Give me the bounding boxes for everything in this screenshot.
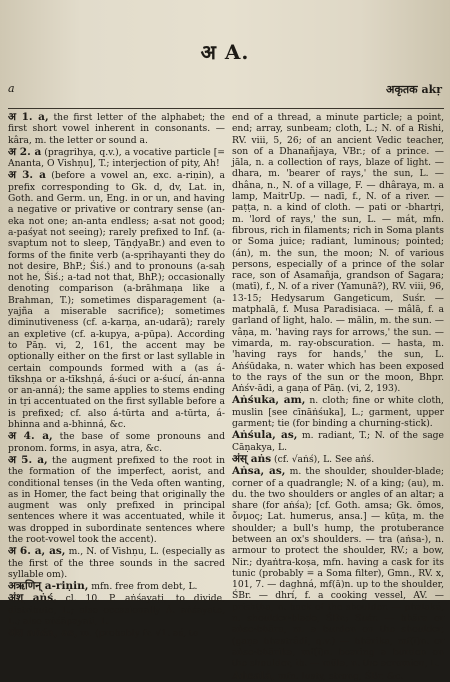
entry-definition: mfn. lusty, strong, ŚBr. &c.: [274, 670, 404, 682]
dictionary-entry: [8, 546, 225, 580]
entry-definition: m., N. of Vishṇu, L. (especially as the first of the three sounds in the sacred syllable om).: [8, 546, 226, 580]
dictionary-entry: [232, 466, 444, 669]
guide-word-right: अकृतक akṛ: [386, 83, 442, 96]
entry-definition: (pragrihya, q.v.), a vocative particle [= Ananta, O Vishṇu], T.; interjection of pity, Ah!: [8, 146, 225, 170]
dictionary-entry: [232, 671, 444, 682]
entry-definition: (cf. √aṅś), L. See aṅś.: [271, 453, 375, 465]
entry-headword: Aṅsa, as,: [232, 465, 286, 478]
entry-definition: cl. 10. P. aṅśayati, to divide, distribute, L.; also occasionally Ā. aṅśayate, L.; also aṅśāpayati, L.: [8, 593, 225, 628]
entry-headword: अ 1. a,: [8, 111, 49, 123]
entry-headword: अ 3. a: [8, 169, 46, 182]
entry-headword: अऋणिन् a-riṇin,: [8, 580, 89, 593]
entry-definition: the augment prefixed to the root in the formation of the imperfect, aorist, and conditional tenses (in the Veda often wanting, as in Homer, the fact being that originally the augment was only prefixed in principal sentences where it was accentuated, while it was dropped in subordinate sentences where the root-vowel took the accent).: [8, 454, 225, 545]
dictionary-entry: [232, 430, 444, 453]
dictionary-entry: [8, 170, 225, 430]
dictionary-entry: [8, 431, 225, 454]
entry-definition: n. cloth; fine or white cloth, muslin [see cīnāṅśuka], L.; garment, upper garment; tie (for binding a churning-stick).: [232, 395, 444, 430]
dictionary-entry: [232, 112, 444, 394]
left-column: [8, 111, 226, 640]
entry-definition: m. the shoulder, shoulder-blade; corner of a quadrangle; N. of a king; (au), m. du. the two shoulders or angles of an altar; a share (for aṅśa); [cf. Goth. amsa; Gk. ōmos, ὄνμος; Lat. humerus, ansa.] — kūṭa, m. the shoulder; a bull's hump, the protuberance between an ox's shoulders. — tra (aṅsa-), n. armour to protect the shoulder, RV.; a bow, Nir.; dyaṅtra-koṣa, mfn. having a cask for its tunic (probably = a Soma filter), Gmn., RV. x, 101, 7. — daghná, mf(ā)n. up to the shoulder, ŚBr. — dhrí, f. a cooking vessel, AV. — prishṭha, n. back of the shoulder. — phalaká, n. shoulder-blade, ŚBr.; Suśr. — bhāra or aṅse-bhāra, m. a burden on the shoulder, (gaṇa bhastrâdi, q.v.) — bhārika, mf(ī)n. or aṅse-bhārika, mf(ī)n. bearing a burden on the shoulder, ib. — mūla, n. the acromion, L.: [232, 466, 444, 670]
dictionary-entry: [8, 593, 225, 627]
dictionary-entry: [232, 454, 444, 465]
dictionary-entry: [232, 395, 444, 429]
section-heading: अ A.: [200, 40, 250, 64]
dictionary-entry: [8, 112, 225, 146]
dictionary-entry: [8, 147, 225, 170]
entry-definition: m. radiant, T.; N. of the sage Cāṇakya, L.: [232, 430, 444, 453]
entry-headword: अ 2. a: [8, 145, 42, 158]
entry-headword: अ 4. a,: [8, 430, 53, 443]
header-rule: [8, 108, 444, 109]
right-column: [232, 112, 444, 682]
dictionary-entry: [8, 455, 225, 545]
entry-definition: the base of some pronouns and pronom. forms, in asya, atra, &c.: [8, 431, 225, 454]
entry-headword: अ 5. a,: [8, 453, 48, 466]
entry-headword: अंश् aṅś,: [8, 592, 57, 605]
entry-definition: (before a vowel an, exc. a-riṇin), a prefix corresponding to Gk. d, dv, Lat. in, Goth. and Germ. un, Eng. in or un, and having a negative or privative or contrary sense (an-eka not one; an-anta endless; a-sat not good; a-paśyat not seeing); rarely prefixed to Inf. (a-svaptum not to sleep, TāṇḍyaBr.) and even to forms of the finite verb (a-spṛihayanti they do not desire, BhP.; Śiś.) and to pronouns (a-saḥ not he, Śiś.; a-tad not that, BhP.); occasionally denoting comparison (a-brāhmaṇa like a Brahman, T.); sometimes disparagement (a-yajña a miserable sacrifice); sometimes diminutiveness (cf. a-karṇa, an-udarā); rarely an expletive (cf. a-kupya, a-pūpa). According to Pāṇ. vi, 2, 161, the accent may be optionally either on the first or last syllable in certain compounds formed with a (as á-tīkshṇa or a-tīkshṇá, á-śuci or a-śucí, án-anna or an-anná); the same applies to stems ending in tṛi accentuated on the first syllable before a is prefixed; cf. also á-tūrta and a-tūrta, á-bhinna and a-bhinná, &c.: [8, 170, 225, 431]
entry-definition: mfn. free from debt, L.: [88, 581, 198, 593]
entry-headword: Aṅśula, as,: [232, 429, 298, 442]
guide-word-left: a: [8, 82, 15, 95]
dictionary-entry: [8, 628, 225, 639]
entry-headword: Aṅśuka, am,: [232, 394, 306, 407]
page-header: [0, 38, 450, 68]
entry-headword: अ 6. a, as,: [8, 545, 66, 558]
entry-definition: the first letter of the alphabet; the first short vowel inherent in consonants. — kâra, m. the letter or sound a.: [8, 112, 225, 146]
entry-definition: m. (probably fr. √1. aś, to: [77, 628, 199, 640]
entry-headword: अंस् aṅs: [232, 452, 272, 465]
entry-headword: अंश aṅśa, as,: [8, 627, 78, 640]
dictionary-entry: [8, 581, 225, 592]
entry-headword: Aṅsalá,: [232, 669, 275, 682]
entry-definition: end of a thread, a minute particle; a point, end; array, sunbeam; cloth, L.; N. of a Rishi, RV. viii, 5, 26; of an ancient Vedic teacher, son of a Dhanañjaya, VBr.; of a prince. — jāla, n. a collection of rays, blaze of light. — dhara, m. 'bearer of rays,' the sun, L. — dhâna, n., N. of a village, F. — dhâraya, m. a lamp, MaitrUp. — nadī, f., N. of a river. — paṭṭa, n. a kind of cloth. — pati or -bhartṛi, m. 'lord of rays,' the sun, L. — mát, mfn. fibrous, rich in filaments; rich in Soma plants or Soma juice; radiant, luminous; pointed; (án), m. the sun, the moon; N. of various persons, especially of a prince of the solar race, son of Asamañja, grandson of Sagara; (matī), f., N. of a river (Yamunā?), RV. viii, 96, 13-15; Hedysarum Gangeticum, Suśr. — matphalā, f. Musa Paradisiaca. — mâlā, f. a garland of light, halo. — mālin, m. the sun. — vâṇa, m. 'having rays for arrows,' the sun. — vimarda, m. ray-obscuration. — hasta, m. 'having rays for hands,' the sun, L. Aṅśūdaka, n. water which has been exposed to the rays of the sun or the moon, Bhpr. Aṅśv-ādi, a gaṇa of Pāṇ. (vi, 2, 193).: [232, 112, 444, 395]
